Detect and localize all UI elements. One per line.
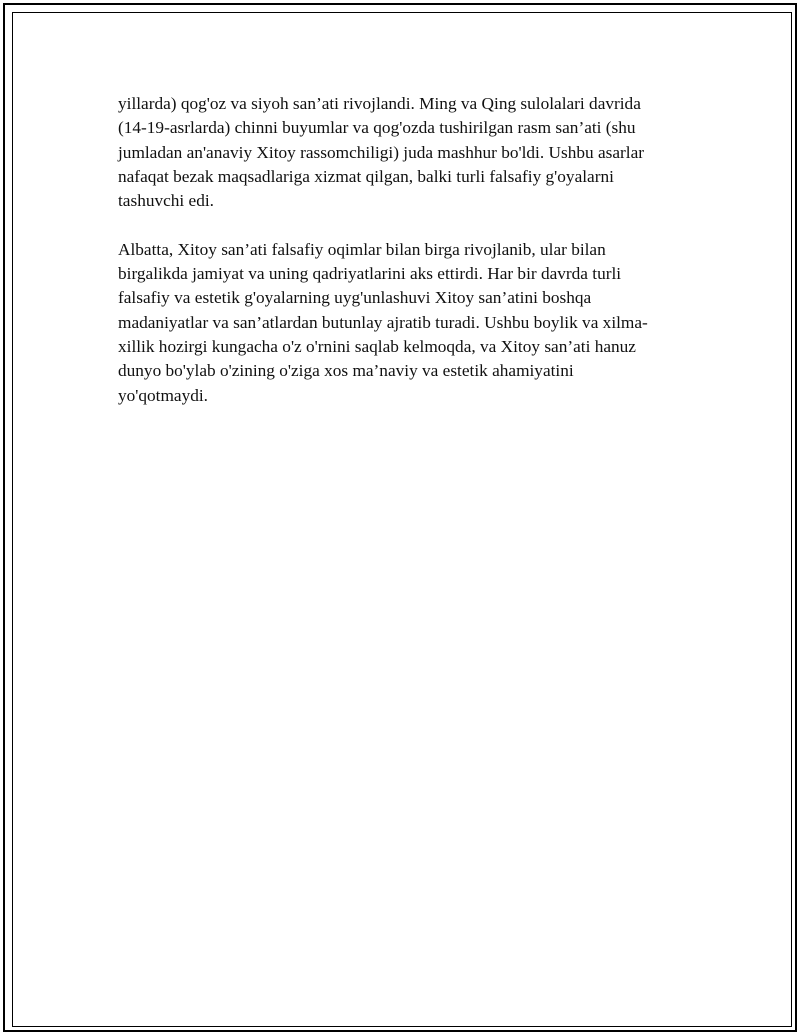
paragraph-1: [118, 92, 688, 213]
text-line: yo'qotmaydi.: [118, 385, 208, 405]
paragraph-2: [118, 238, 688, 408]
text-line: madaniyatlar va san’atlardan butunlay ajratib turadi. Ushbu boylik va xilma-: [118, 312, 648, 332]
text-line: Albatta, Xitoy san’ati falsafiy oqimlar bilan birga rivojlanib, ular bilan: [118, 239, 606, 259]
text-line: yillarda) qog'oz va siyoh san’ati rivojlandi. Ming va Qing sulolalari davrida: [118, 94, 641, 113]
text-line: (14-19-asrlarda) chinni buyumlar va qog'ozda tushirilgan rasm san’ati (shu: [118, 118, 636, 138]
text-line: dunyo bo'ylab o'zining o'ziga xos ma’naviy va estetik ahamiyatini: [118, 361, 574, 381]
document-body: [118, 92, 688, 408]
text-line: nafaqat bezak maqsadlariga xizmat qilgan, balki turli falsafiy g'oyalarni: [118, 166, 614, 186]
paragraph-spacer: [118, 213, 688, 237]
text-line: xillik hozirgi kungacha o'z o'rnini saqlab kelmoqda, va Xitoy san’ati hanuz: [118, 336, 636, 356]
text-line: falsafiy va estetik g'oyalarning uyg'unlashuvi Xitoy san’atini boshqa: [118, 288, 592, 308]
text-line: jumladan an'anaviy Xitoy rassomchiligi) juda mashhur bo'ldi. Ushbu asarlar: [118, 142, 644, 162]
text-line: tashuvchi edi.: [118, 191, 214, 211]
text-line: birgalikda jamiyat va uning qadriyatlarini aks ettirdi. Har bir davrda turli: [118, 264, 622, 284]
